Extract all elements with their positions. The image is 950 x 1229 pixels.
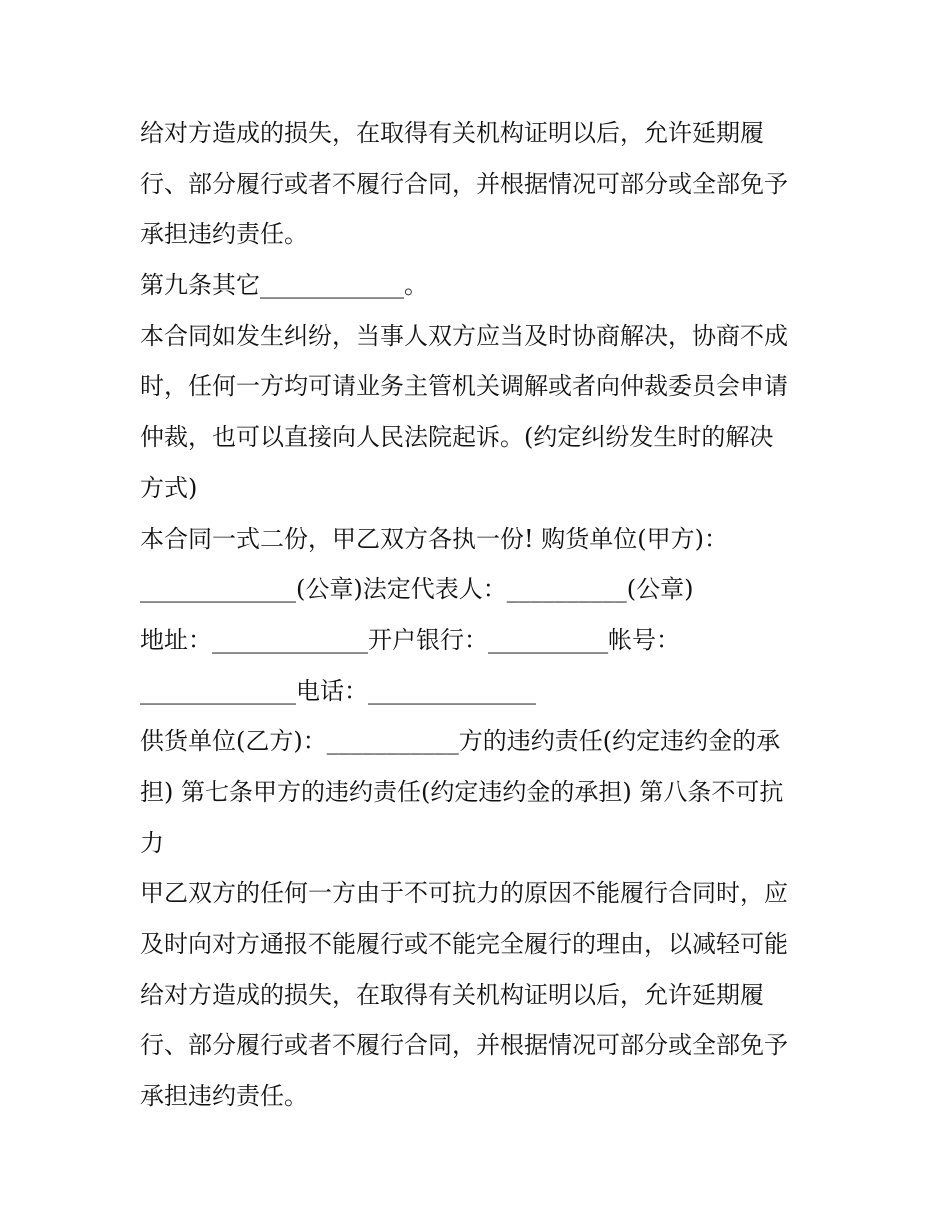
text-line: 力 [140, 828, 164, 857]
text-line: 仲裁，也可以直接向人民法院起诉。(约定纠纷发生时的解决 [140, 423, 774, 452]
text-line: 地址：_____________开户银行：__________帐号： [140, 625, 680, 654]
text-line: 供货单位(乙方)：___________方的违约责任(约定违约金的承 [140, 727, 781, 756]
text-line: 给对方造成的损失，在取得有关机构证明以后，允许延期履 [140, 980, 764, 1009]
text-line: 承担违约责任。 [140, 220, 308, 249]
text-line: 行、部分履行或者不履行合同，并根据情况可部分或全部免予 [140, 1031, 788, 1060]
text-line: 担) 第七条甲方的违约责任(约定违约金的承担) 第八条不可抗 [140, 777, 784, 806]
text-line: 甲乙双方的任何一方由于不可抗力的原因不能履行合同时，应 [140, 879, 788, 908]
text-line: 本合同一式二份，甲乙双方各执一份! 购货单位(甲方)： [140, 524, 728, 553]
text-line: 第九条其它____________。 [140, 271, 428, 300]
text-line: _____________(公章)法定代表人：__________(公章) [140, 575, 694, 604]
text-line: _____________电话：______________ [140, 676, 536, 705]
text-line: 方式) [140, 473, 198, 502]
document-page [140, 108, 820, 1122]
text-line: 承担违约责任。 [140, 1082, 308, 1111]
text-line: 行、部分履行或者不履行合同，并根据情况可部分或全部免予 [140, 169, 788, 198]
text-line: 给对方造成的损失，在取得有关机构证明以后，允许延期履 [140, 119, 764, 147]
text-line: 本合同如发生纠纷，当事人双方应当及时协商解决，协商不成 [140, 321, 788, 350]
text-line: 时，任何一方均可请业务主管机关调解或者向仲裁委员会申请 [140, 372, 788, 401]
text-line: 及时向对方通报不能履行或不能完全履行的理由，以减轻可能 [140, 930, 788, 958]
